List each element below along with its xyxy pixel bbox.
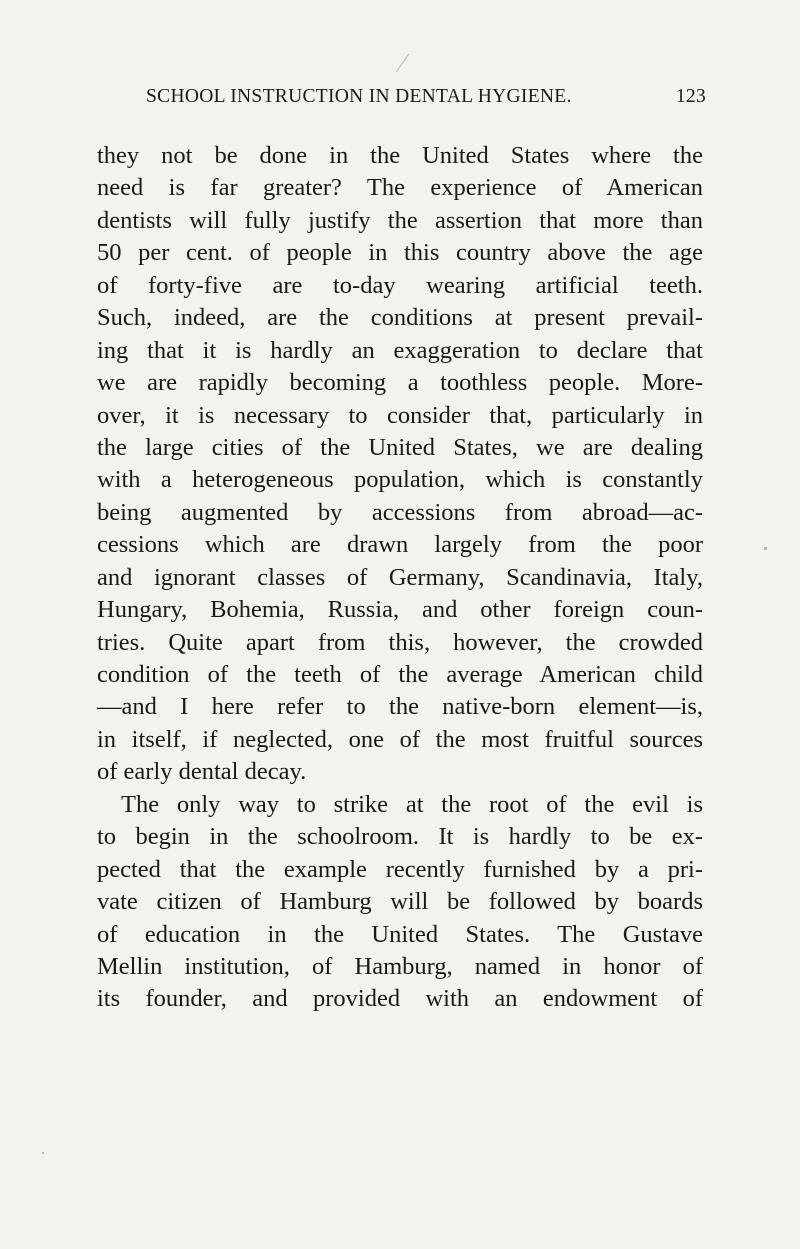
text-line: ing that it is hardly an exaggeration to declare that (97, 336, 703, 364)
text-line: over, it is necessary to consider that, particularly in (97, 401, 703, 429)
text-line: and ignorant classes of Germany, Scandinavia, Italy, (97, 563, 703, 591)
text-line: pected that the example recently furnished by a pri- (97, 855, 703, 883)
text-line: Such, indeed, are the conditions at present prevail- (97, 304, 703, 332)
text-line: the large cities of the United States, we are dealing (97, 433, 703, 461)
text-line: of education in the United States. The Gustave (97, 920, 703, 948)
text-line: they not be done in the United States where the (97, 142, 703, 169)
text-line: need is far greater? The experience of American (97, 174, 703, 202)
running-title: SCHOOL INSTRUCTION IN DENTAL HYGIENE. (146, 86, 572, 107)
text-line: of forty-five are to-day wearing artificial teeth. (97, 271, 703, 299)
text-line: tries. Quite apart from this, however, the crowded (97, 628, 703, 656)
paper-speck (42, 1152, 44, 1154)
text-line: 50 per cent. of people in this country above the age (97, 239, 703, 267)
running-head (146, 86, 706, 116)
text-line: vate citizen of Hamburg will be followed by boards (97, 888, 703, 916)
text-line: being augmented by accessions from abroad—ac- (97, 498, 703, 526)
text-line: —and I here refer to the native-born element—is, (97, 693, 703, 721)
text-line: in itself, if neglected, one of the most fruitful sources (97, 725, 703, 753)
page-number: 123 (675, 86, 706, 107)
text-line: with a heterogeneous population, which is constantly (97, 466, 703, 494)
text-line: to begin in the schoolroom. It is hardly to be ex- (97, 823, 703, 851)
text-line: its founder, and provided with an endowment of (97, 985, 703, 1013)
paper-speck (764, 547, 767, 550)
paper-speck (396, 54, 409, 73)
text-line: condition of the teeth of the average American child (97, 661, 703, 688)
text-line: The only way to strike at the root of the evil is (121, 790, 703, 818)
text-line: dentists will fully justify the assertion that more than (97, 206, 703, 234)
text-line: of early dental decay. (97, 758, 307, 786)
body-text (97, 140, 703, 1016)
text-line: Hungary, Bohemia, Russia, and other foreign coun- (97, 596, 703, 624)
text-line: we are rapidly becoming a toothless people. More- (97, 369, 703, 397)
text-line: cessions which are drawn largely from the poor (97, 531, 703, 559)
text-line: Mellin institution, of Hamburg, named in honor of (97, 952, 703, 980)
